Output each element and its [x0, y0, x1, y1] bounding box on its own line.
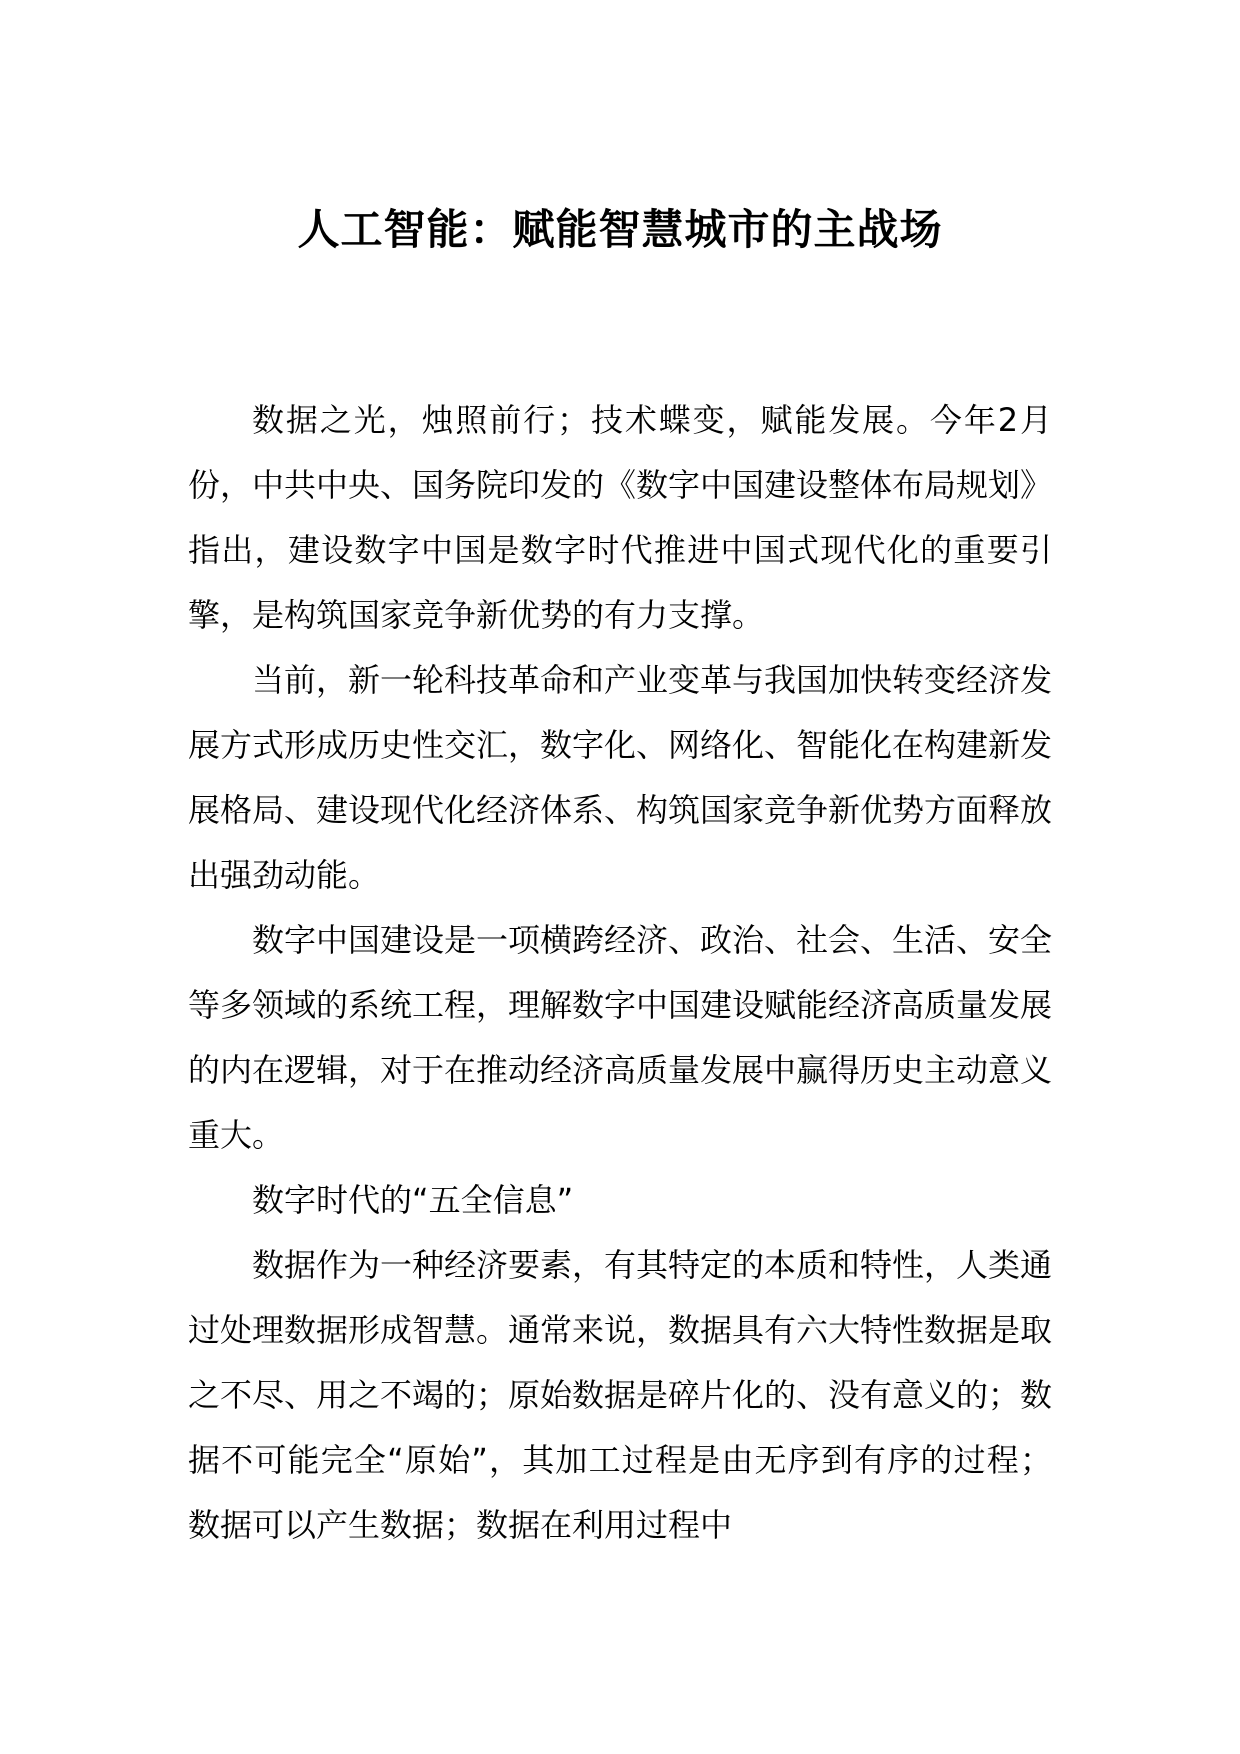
document-body: [188, 388, 1052, 1558]
paragraph-1: 数据之光，烛照前行；技术蝶变，赋能发展。今年2月份，中共中央、国务院印发的《数字中国建设整体布局规划》指出，建设数字中国是数字时代推进中国式现代化的重要引擎，是构筑国家竞争新优势的有力支撑。: [188, 401, 1053, 634]
document-title: 人工智能：赋能智慧城市的主战场: [297, 205, 943, 254]
paragraph-4: 数据作为一种经济要素，有其特定的本质和特性，人类通过处理数据形成智慧。通常来说，数据具有六大特性数据是取之不尽、用之不竭的；原始数据是碎片化的、没有意义的；数据不可能完全“原始”，其加工过程是由无序到有序的过程；数据可以产生数据；数据在利用过程中: [188, 1246, 1053, 1544]
section-heading: 数字时代的“五全信息”: [252, 1181, 574, 1219]
paragraph-3: 数字中国建设是一项横跨经济、政治、社会、生活、安全等多领域的系统工程，理解数字中国建设赋能经济高质量发展的内在逻辑，对于在推动经济高质量发展中赢得历史主动意义重大。: [188, 921, 1053, 1154]
paragraph-2: 当前，新一轮科技革命和产业变革与我国加快转变经济发展方式形成历史性交汇，数字化、网络化、智能化在构建新发展格局、建设现代化经济体系、构筑国家竞争新优势方面释放出强劲动能。: [188, 661, 1053, 894]
